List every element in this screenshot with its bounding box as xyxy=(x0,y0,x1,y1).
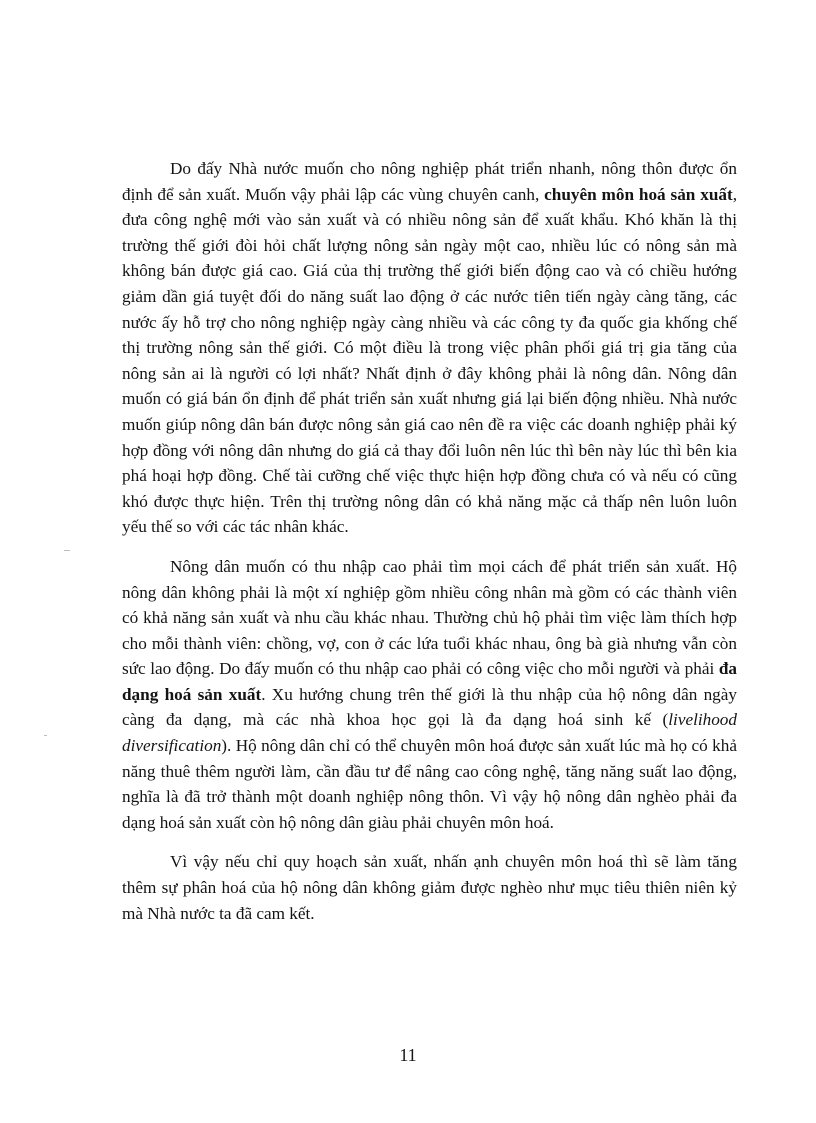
paragraph-1-run: , đưa công nghệ mới vào sản xuất và có nhiều nông sản để xuất khẩu. Khó khăn là thị trường thế giới đòi hỏi chất lượng nông sản ngày một cao, nhiều lúc có nông sản mà không bán được giá cao. Giá của thị trường thế giới biến động cao và có chiều hướng giảm dần giá tuyệt đối do năng suất lao động ở các nước tiên tiến ngày càng tăng, các nước ấy hỗ trợ cho nông nghiệp ngày càng nhiều và các công ty đa quốc gia khống chế thị trường nông sản thế giới. Có một điều là trong việc phân phối giá trị gia tăng của nông sản ai là người có lợi nhất? Nhất định ở đây không phải là nông dân. Nông dân muốn có giá bán ổn định để phát triển sản xuất nhưng giá lại biến động nhiều. Nhà nước muốn giúp nông dân bán được nông sản giá cao nên đề ra việc các doanh nghiệp phải ký hợp đồng với nông dân nhưng do giá cả thay đổi luôn nên lúc thì bên này lúc thì bên kia phá hoại hợp đồng. Chế tài cưỡng chế việc thực hiện hợp đồng chưa có và nếu có cũng khó được thực hiện. Trên thị trường nông dân có khả năng mặc cả thấp nên luôn luôn yếu thế so với các tác nhân khác. xyxy=(122,184,737,537)
paragraph-2-run: ). Hộ nông dân chỉ có thể chuyên môn hoá được sản xuất lúc mà họ có khả năng thuê thêm người làm, cần đầu tư để nâng cao công nghệ, tăng năng suất lao động, nghĩa là đã trở thành một doanh nghiệp nông thôn. Vì vậy hộ nông dân nghèo phải đa dạng hoá sản xuất còn hộ nông dân giàu phải chuyên môn hoá. xyxy=(122,736,737,832)
paragraph-2 xyxy=(122,554,737,836)
bold-term-da-dang-hoa: đa dạng hoá sản xuất xyxy=(122,659,737,704)
body-text xyxy=(122,156,737,926)
scan-mark xyxy=(64,550,70,551)
page-number: 11 xyxy=(399,1045,417,1065)
paragraph-2-run: Nông dân muốn có thu nhập cao phải tìm mọi cách để phát triển sản xuất. Hộ nông dân không phải là một xí nghiệp gồm nhiều công nhân mà gồm có các thành viên có khả năng sản xuất và nhu cầu khác nhau. Thường chủ hộ phải tìm việc làm thích hợp cho mỗi thành viên: chồng, vợ, con ở các lứa tuổi khác nhau, ông bà già nhưng vẫn còn sức lao động. Do đấy muốn có thu nhập cao phải có công việc cho mỗi người và phải xyxy=(122,556,737,679)
paragraph-3 xyxy=(122,849,737,926)
paragraph-3-run: Vì vậy nếu chỉ quy hoạch sản xuất, nhấn ạnh chuyên môn hoá thì sẽ làm tăng thêm sự phân hoá của hộ nông dân không giảm được nghèo như mục tiêu thiên niên kỷ mà Nhà nước ta đã cam kết. xyxy=(122,852,737,923)
paragraph-1 xyxy=(122,156,737,540)
paragraph-1-run: Do đấy Nhà nước muốn cho nông nghiệp phát triển nhanh, nông thôn được ổn định để sản xuất. Muốn vậy phải lập các vùng chuyên canh, xyxy=(122,159,737,204)
bold-term-chuyen-mon-hoa: chuyên môn hoá sản xuất xyxy=(544,184,733,204)
italic-term-livelihood: livelihood diversification xyxy=(122,710,737,756)
paragraph-2-run: . Xu hướng chung trên thế giới là thu nhập của hộ nông dân ngày càng đa dạng, mà các nhà khoa học gọi là đa dạng hoá sinh kế ( xyxy=(122,684,737,730)
scan-mark xyxy=(44,735,47,736)
